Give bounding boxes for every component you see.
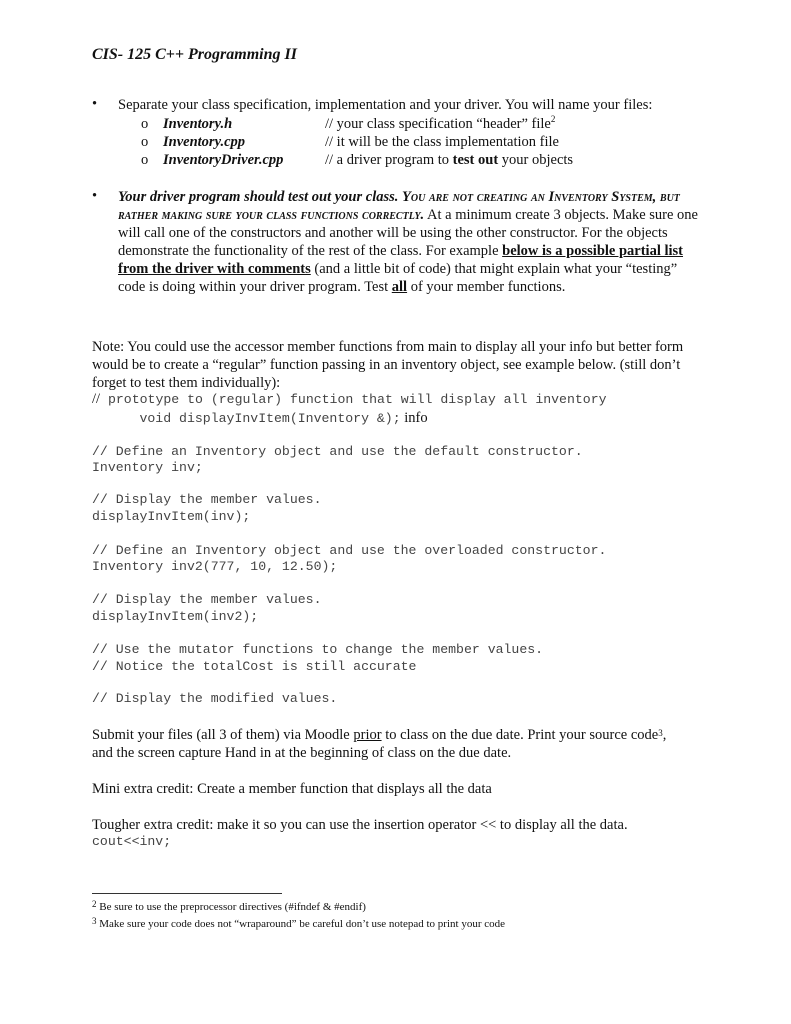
code-statement: Inventory inv; (92, 460, 203, 475)
footnote-ref-2: 2 (550, 114, 556, 124)
submit-paragraph: Submit your files (all 3 of them) via Moodle prior to class on the due date. Print your source code$^3$, and the screen capture Hand in at the beginning of class on the due date. (92, 727, 667, 761)
code-comment: // Define an Inventory object and use the default constructor. (92, 444, 583, 459)
footnote-3: $^3$ Make sure your code does not “wraparound” be careful don’t use notepad to print your code (92, 916, 505, 930)
code-comment: // Display the modified values. (92, 691, 338, 706)
file-comment-impl: // it will be the class implementation file (325, 134, 559, 150)
footnote-2: $^2$ Be sure to use the preprocessor directives (#ifndef & #endif) (92, 899, 366, 913)
code-comment: // Display the member values. (92, 592, 322, 607)
footnote-separator (92, 893, 282, 894)
mini-extra-credit: Mini extra credit: Create a member function that displays all the data (92, 781, 492, 797)
bullet-driver-instructions: Your driver program should test out your class. You are not creating an Inventory System, but rather making sure your class functions correctly. At a minimum create 3 objects. Make sure one will call one of the constructors and another will be using the other constructor. For the objects demonstrate the functionality of the rest of the class. For example below is a possible partial list from the driver with comments (and a little bit of code) that might explain what your “testing” code is doing within your driver program. Test all of your member functions. (118, 189, 698, 295)
sub-bullet-marker: o (141, 152, 149, 168)
bullet-marker: • (92, 96, 98, 112)
bullet-file-naming: Separate your class specification, implementation and your driver. You will name your files: (118, 97, 653, 113)
file-comment-header: // your class specification “header” file$^2$ (325, 114, 556, 132)
file-name-driver: InventoryDriver.cpp (163, 152, 284, 168)
file-name-header: Inventory.h (163, 116, 233, 132)
tougher-extra-credit: Tougher extra credit: make it so you can use the insertion operator << to display all the data. (92, 817, 628, 833)
file-comment-driver: // a driver program to test out your objects (325, 152, 574, 168)
code-comment: // Notice the totalCost is still accurate (92, 659, 417, 674)
code-statement-cout: cout<<inv; (92, 834, 172, 849)
code-comment: // Display the member values. (92, 492, 322, 507)
page-header: CIS- 125 C++ Programming II (92, 46, 297, 63)
code-comment: // Use the mutator functions to change the member values. (92, 642, 544, 657)
code-statement: displayInvItem(inv); (92, 509, 251, 524)
code-statement: displayInvItem(inv2); (92, 609, 259, 624)
code-line-prototype-comment: // prototype to (regular) function that will display all inventory (92, 391, 607, 407)
footnote-ref-3: 3 (658, 728, 663, 738)
sub-bullet-marker: o (141, 116, 149, 132)
bullet-marker: • (92, 188, 98, 204)
file-name-impl: Inventory.cpp (163, 134, 246, 150)
note-paragraph: Note: You could use the accessor member functions from main to display all your info but better form would be to create a “regular” function passing in an inventory object, see example below. (still don’t forget to test them individually): (92, 339, 684, 391)
sub-bullet-marker: o (141, 134, 149, 150)
code-statement: Inventory inv2(777, 10, 12.50); (92, 559, 338, 574)
code-line-prototype: void displayInvItem(Inventory &); info (92, 410, 428, 426)
code-comment: // Define an Inventory object and use the overloaded constructor. (92, 543, 607, 558)
